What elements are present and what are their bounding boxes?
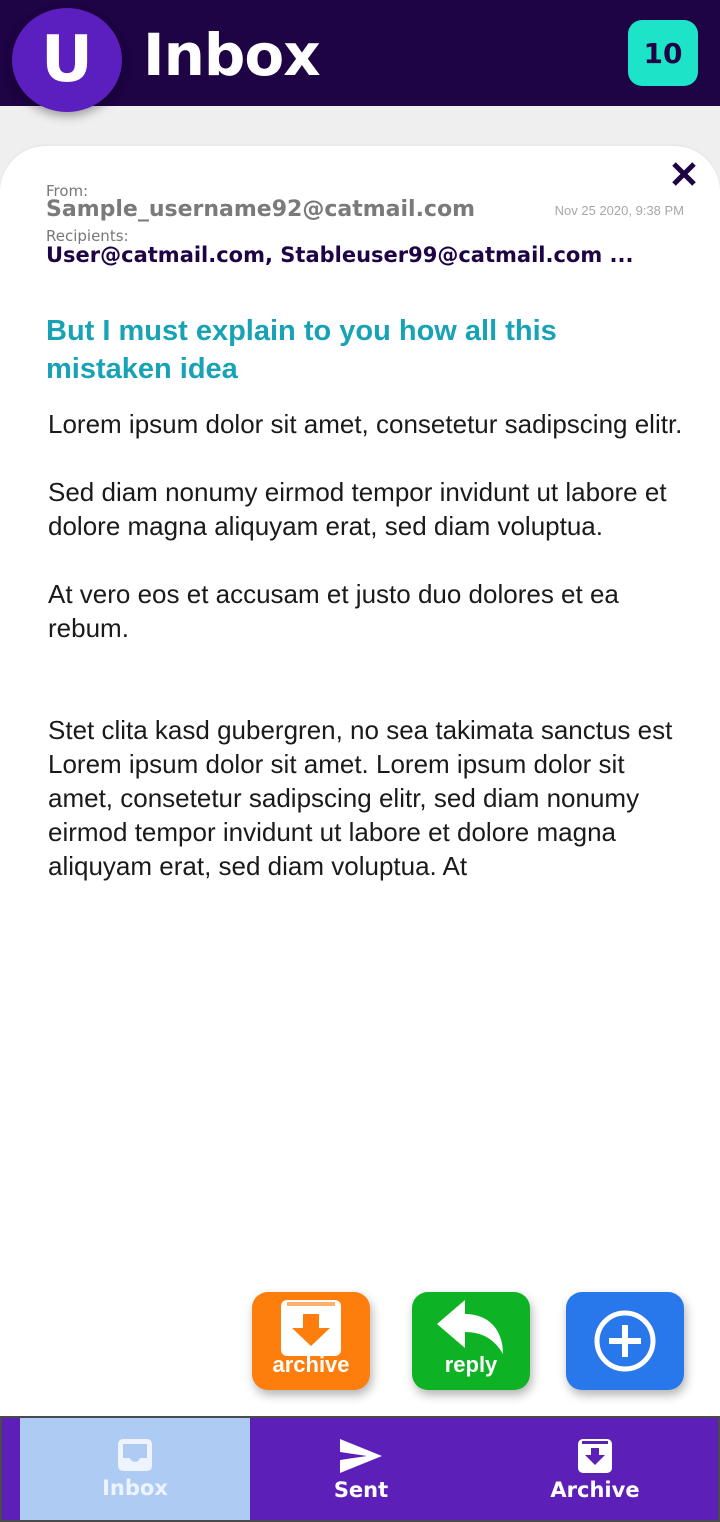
nav-item-inbox[interactable] xyxy=(20,1418,250,1520)
archive-button[interactable] xyxy=(252,1292,370,1390)
nav-item-sent[interactable] xyxy=(250,1418,472,1520)
nav-item-label: Inbox xyxy=(102,1476,168,1500)
body-paragraph: Stet clita kasd gubergren, no sea takimata sanctus est Lorem ipsum dolor sit amet. Lorem ipsum dolor sit amet, consetetur sadipscing elitr, sed diam nonumy eirmod tempor invidunt ut labore et dolore magna aliquyam erat, sed diam voluptua. At xyxy=(48,715,673,881)
paper-plane-icon xyxy=(339,1438,383,1474)
sender-address: Sample_username92@catmail.com xyxy=(46,197,476,222)
archive-box-icon xyxy=(577,1438,613,1474)
body-paragraph: At vero eos et accusam et justo duo dolores et ea rebum. xyxy=(48,579,619,643)
from-label: From: xyxy=(46,182,89,200)
page-title: Inbox xyxy=(143,21,320,89)
bottom-navigation xyxy=(0,1416,720,1522)
email-subject: But I must explain to you how all this mistaken idea xyxy=(46,315,557,385)
archive-box-icon xyxy=(279,1298,343,1358)
nav-item-label: Sent xyxy=(333,1478,389,1502)
nav-item-archive[interactable] xyxy=(472,1418,718,1520)
reply-arrow-icon xyxy=(435,1298,507,1358)
body-paragraph: Lorem ipsum dolor sit amet, consetetur sadipscing elitr. xyxy=(48,409,683,439)
recipients-list: User@catmail.com, Stableuser99@catmail.com ... xyxy=(46,243,634,267)
recipients-label: Recipients: xyxy=(46,227,129,245)
email-date: Nov 25 2020, 9:38 PM xyxy=(554,203,684,218)
compose-button[interactable] xyxy=(566,1292,684,1390)
close-icon xyxy=(671,161,697,187)
reply-button[interactable] xyxy=(412,1292,530,1390)
inbox-tray-icon xyxy=(117,1438,153,1472)
archive-button-label: archive xyxy=(272,1352,350,1377)
plus-circle-icon xyxy=(593,1309,657,1373)
body-paragraph: Sed diam nonumy eirmod tempor invidunt ut labore et dolore magna aliquyam erat, sed diam voluptua. xyxy=(48,477,667,541)
email-body xyxy=(48,407,688,883)
unread-count-badge[interactable]: 10 xyxy=(628,20,698,86)
nav-item-label: Archive xyxy=(550,1478,640,1502)
reply-button-label: reply xyxy=(444,1352,498,1377)
close-button[interactable] xyxy=(668,158,700,190)
avatar[interactable]: U xyxy=(12,8,122,112)
